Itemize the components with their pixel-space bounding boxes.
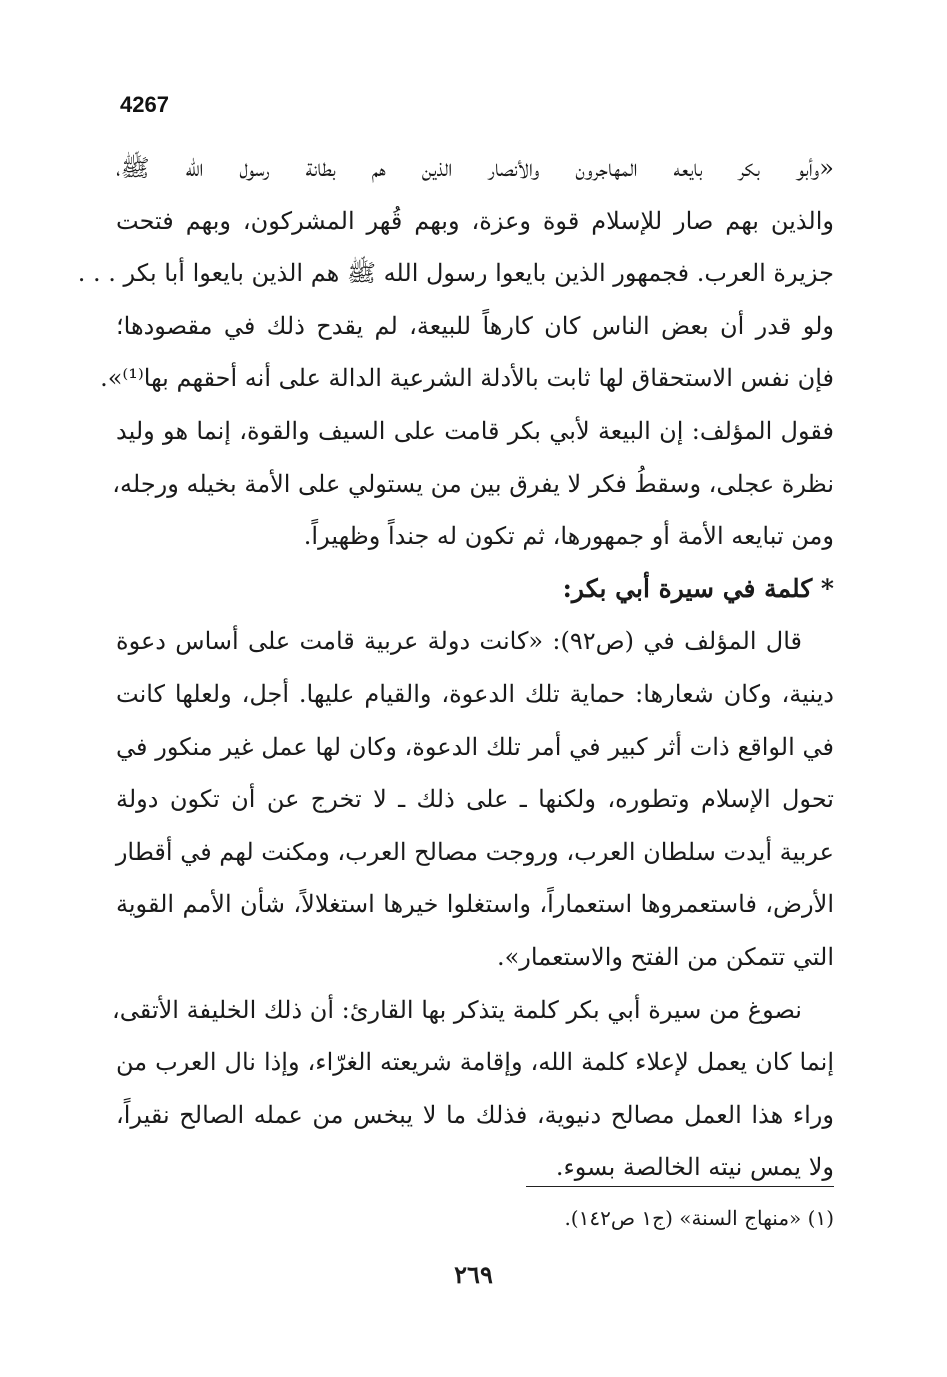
body-line: دينية، وكان شعارها: حماية تلك الدعوة، والقيام عليها. أجل، ولعلها كانت — [116, 679, 834, 708]
body-line: عربية أيدت سلطان العرب، وروجت مصالح العرب، ومكنت لهم في أقطار — [115, 837, 834, 866]
body-line: إنما كان يعمل لإعلاء كلمة الله، وإقامة شريعته الغرّاء، وإذا نال العرب من — [116, 1048, 834, 1077]
body-line: قال المؤلف في (ص٩٢): «كانت دولة عربية قامت على أساس دعوة — [116, 627, 803, 656]
body-line: تحول الإسلام وتطوره، ولكنها ـ على ذلك ـ لا تخرج عن أن تكون دولة — [116, 785, 834, 814]
body-line: التي تتمكن من الفتح والاستعمار». — [496, 942, 834, 971]
body-line: فإن نفس الاستحقاق لها ثابت بالأدلة الشرعية الدالة على أنه أحقهم بها⁽¹⁾». — [100, 364, 834, 393]
body-line: نظرة عجلى، وسقطُ فكر لا يفرق بين من يستولي على الأمة بخيله ورجله، — [112, 469, 834, 498]
body-line: وراء هذا العمل مصالح دنيوية، فذلك ما لا يبخس من عمله الصالح نقيراً، — [116, 1100, 834, 1129]
body-line: والذين بهم صار للإسلام قوة وعزة، وبهم قُهر المشركون، وبهم فتحت — [116, 206, 834, 235]
body-line: ولو قدر أن بعض الناس كان كارهاً للبيعة، لم يقدح ذلك في مقصودها؛ — [116, 311, 834, 340]
section-heading: * كلمة في سيرة أبي بكر: — [562, 573, 834, 603]
footnote-divider — [526, 1186, 834, 1187]
footnote: (١) «منهاج السنة» (ج١ ص١٤٢). — [564, 1206, 834, 1230]
body-line: «وأبو بكر بايعه المهاجرون والأنصار الذين هم بطانة رسول الله ﷺ، — [116, 154, 834, 182]
page-number: ٢٦٩ — [454, 1260, 493, 1289]
body-line: الأرض، فاستعمروها استعماراً، واستغلوا خيرها استغلالاً، شأن الأمم القوية — [116, 890, 834, 919]
body-line: ومن تبايعه الأمة أو جمهورها، ثم تكون له جنداً وظهيراً. — [303, 522, 834, 551]
body-line: ولا يمس نيته الخالصة بسوء. — [555, 1153, 834, 1182]
page-id: 4267 — [120, 92, 169, 117]
body-line: نصوغ من سيرة أبي بكر كلمة يتذكر بها القارئ: أن ذلك الخليفة الأتقى، — [112, 995, 802, 1024]
body-line: فقول المؤلف: إن البيعة لأبي بكر قامت على السيف والقوة، إنما هو وليد — [116, 416, 834, 445]
body-line: في الواقع ذات أثر كبير في أمر تلك الدعوة، وكان لها عمل غير منكور في — [116, 732, 834, 761]
body-text — [77, 142, 834, 1194]
body-line: جزيرة العرب. فجمهور الذين بايعوا رسول الله ﷺ هم الذين بايعوا أبا بكر . . . — [77, 259, 834, 288]
